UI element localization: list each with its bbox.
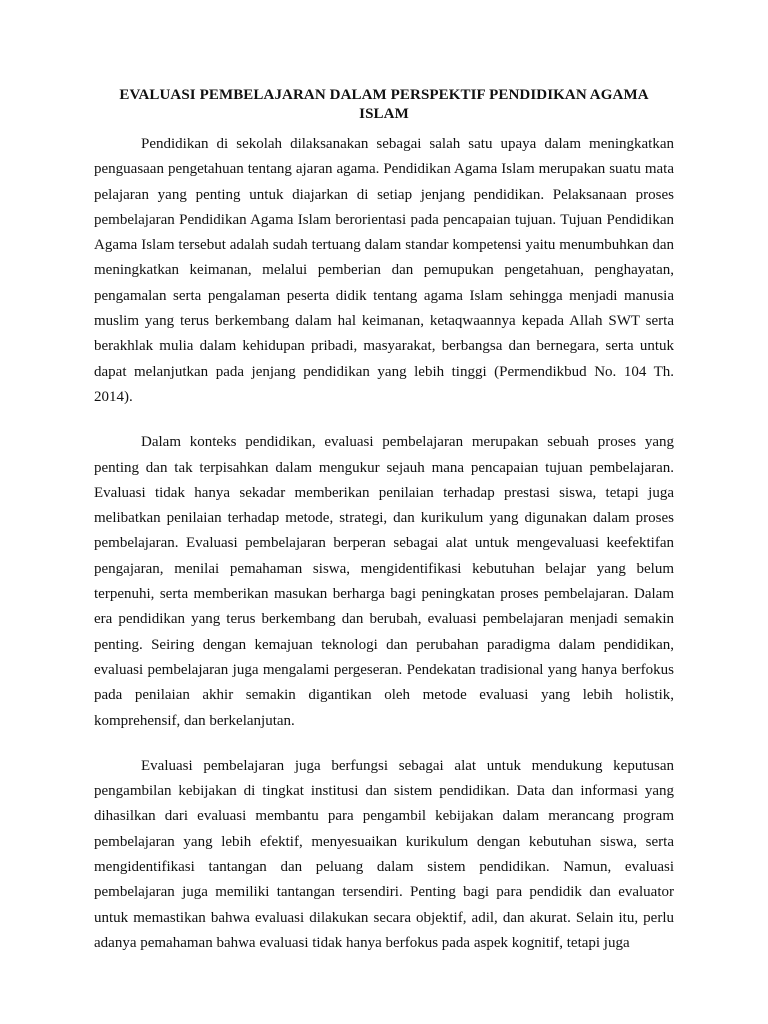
paragraph-1: Pendidikan di sekolah dilaksanakan sebagai salah satu upaya dalam meningkatkan penguasaan pengetahuan tentang ajaran agama. Pendidikan Agama Islam merupakan suatu mata pelajaran yang penting untuk diajarkan di setiap jenjang pendidikan. Pelaksanaan proses pembelajaran Pendidikan Agama Islam berorientasi pada pencapaian tujuan. Tujuan Pendidikan Agama Islam tersebut adalah sudah tertuang dalam standar kompetensi yaitu menumbuhkan dan meningkatkan keimanan, melalui pemberian dan pemupukan pengetahuan, penghayatan, pengamalan serta pengalaman peserta didik tentang agama Islam sehingga menjadi manusia muslim yang terus berkembang dalam hal keimanan, ketaqwaannya kepada Allah SWT serta berakhlak mulia dalam kehidupan pribadi, masyarakat, berbangsa dan bernegara, serta untuk dapat melanjutkan pada jenjang pendidikan yang lebih tinggi (Permendikbud No. 104 Th. 2014). — [94, 136, 674, 405]
paragraph-2: Dalam konteks pendidikan, evaluasi pembelajaran merupakan sebuah proses yang penting dan tak terpisahkan dalam mengukur sejauh mana pencapaian tujuan pembelajaran. Evaluasi tidak hanya sekadar memberikan penilaian terhadap prestasi siswa, tetapi juga melibatkan penilaian terhadap metode, strategi, dan kurikulum yang digunakan dalam proses pembelajaran. Evaluasi pembelajaran berperan sebagai alat untuk mengevaluasi keefektifan pengajaran, menilai pemahaman siswa, mengidentifikasi kebutuhan belajar yang belum terpenuhi, serta memberikan masukan berharga bagi peningkatan proses pembelajaran. Dalam era pendidikan yang terus berkembang dan berubah, evaluasi pembelajaran menjadi semakin penting. Seiring dengan kemajuan teknologi dan perubahan paradigma dalam pendidikan, evaluasi pembelajaran juga mengalami pergeseran. Pendekatan tradisional yang hanya berfokus pada penilaian akhir semakin digantikan oleh metode evaluasi yang lebih holistik, komprehensif, dan berkelanjutan. — [94, 434, 674, 729]
document-title: EVALUASI PEMBELAJARAN DALAM PERSPEKTIF PENDIDIKAN AGAMA ISLAM — [119, 87, 649, 122]
paragraph-3: Evaluasi pembelajaran juga berfungsi sebagai alat untuk mendukung keputusan pengambilan kebijakan di tingkat institusi dan sistem pendidikan. Data dan informasi yang dihasilkan dari evaluasi membantu para pengambil kebijakan dalam merancang program pembelajaran yang lebih efektif, menyesuaikan kurikulum dengan kebutuhan siswa, serta mengidentifikasi tantangan dan peluang dalam sistem pendidikan. Namun, evaluasi pembelajaran juga memiliki tantangan tersendiri. Penting bagi para pendidik dan evaluator untuk memastikan bahwa evaluasi dilakukan secara objektif, adil, dan akurat. Selain itu, perlu adanya pemahaman bahwa evaluasi tidak hanya berfokus pada aspek kognitif, tetapi juga — [94, 757, 674, 951]
